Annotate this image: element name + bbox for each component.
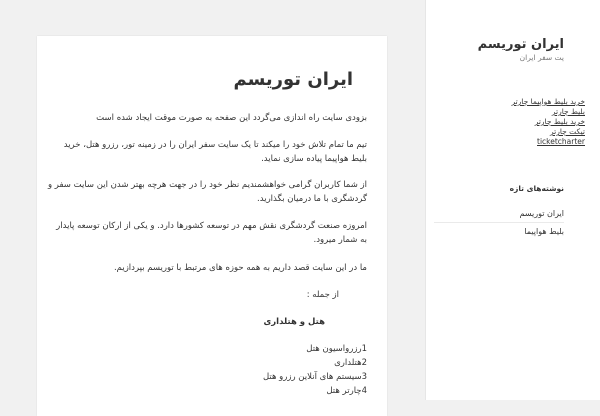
sidebar-link[interactable]: خرید بلیط چارتر — [534, 117, 585, 126]
article-paragraph: بزودی سایت راه اندازی می‌گردد این صفحه به صورت موقت ایجاد شده است — [96, 113, 367, 123]
sidebar-link[interactable]: بلیط چارتر — [551, 107, 585, 116]
article-paragraph: از جمله : — [306, 290, 339, 300]
article-paragraph: امروزه صنعت گردشگری نقش مهم در توسعه کشورها دارد. و یکی از ارکان توسعه پایدار به شمار میرود. — [56, 221, 367, 245]
sidebar-links — [435, 97, 585, 147]
recent-posts-list — [434, 205, 564, 240]
recent-posts-title: نوشته‌های تازه — [509, 184, 564, 193]
article-paragraph: ما در این سایت قصد داریم به همه حوزه های مرتبط با توریسم بپردازیم. — [113, 263, 367, 273]
sidebar-link[interactable]: خرید بلیط هواپیما چارتر — [511, 97, 585, 106]
list-item: 2هتلداری — [334, 358, 367, 368]
article-card — [37, 36, 387, 416]
sidebar — [425, 0, 600, 400]
section-heading: هتل و هتلداری — [263, 317, 325, 327]
article-paragraph: از شما کاربران گرامی خواهشمندیم نظر خود را در جهت هرچه بهتر شدن این سایت سفر و گردشگری با ما درمیان بگذارید. — [47, 180, 367, 204]
services-list — [167, 342, 367, 398]
site-title[interactable]: ایران توریسم — [477, 37, 564, 52]
recent-post-link[interactable]: ایران توریسم — [519, 209, 564, 218]
sidebar-link[interactable]: تیکت چارتر — [549, 127, 585, 136]
list-item: 4چارتر هتل — [326, 386, 367, 396]
list-item: 1رزرواسیون هتل — [306, 344, 367, 354]
article-paragraph: تیم ما تمام تلاش خود را میکند تا یک سایت سفر ایران را در زمینه تور، رزرو هتل، خرید بلیط هواپیما پیاده سازی نماید. — [63, 140, 367, 164]
recent-post-link[interactable]: بلیط هواپیما — [434, 222, 564, 240]
article-title[interactable]: ایران توریسم — [233, 69, 353, 90]
site-description: یت سفر ایران — [519, 53, 564, 62]
list-item: 3سیستم های آنلاین رزرو هتل — [263, 372, 367, 382]
sidebar-link[interactable]: ticketcharter — [537, 137, 585, 146]
